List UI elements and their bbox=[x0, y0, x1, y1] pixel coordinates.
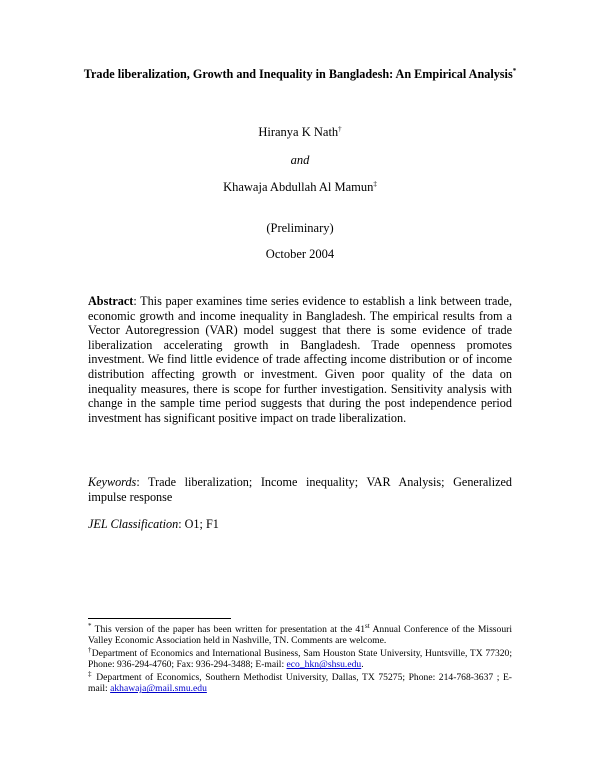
paper-title-text: Trade liberalization, Growth and Inequality in Bangladesh: An Empirical Analysis bbox=[83, 67, 513, 81]
footnote-2-end: . bbox=[361, 659, 364, 671]
date-label: October 2004 bbox=[265, 247, 335, 261]
footnote-2 bbox=[88, 645, 513, 671]
footnote-1-mark: * bbox=[88, 621, 92, 630]
keywords-label: Keywords bbox=[88, 475, 137, 489]
author-1-footnote-mark[interactable]: † bbox=[338, 124, 342, 133]
footnote-2-text: Department of Economics and International Business, Sam Houston State University, Huntsville, TX 77320; Phone: 936-294-4760; Fax: 936-294-3488; E-mail: bbox=[88, 648, 513, 671]
author-1 bbox=[0, 125, 600, 140]
footnote-3 bbox=[88, 669, 513, 695]
abstract-label: Abstract bbox=[88, 294, 134, 308]
status-label: (Preliminary) bbox=[266, 221, 334, 235]
jel-label: JEL Classification bbox=[88, 517, 179, 531]
and-connector: and bbox=[290, 153, 310, 167]
abstract bbox=[88, 294, 512, 425]
footnote-1-text-a: This version of the paper has been written for presentation at the 41 bbox=[91, 624, 366, 635]
author-2-footnote-mark[interactable]: ‡ bbox=[373, 179, 377, 188]
footnote-1-ordinal: st bbox=[365, 621, 370, 630]
footnote-1 bbox=[88, 621, 512, 647]
footnote-3-text: Department of Economics, Southern Methodist University, Dallas, TX 75275; Phone: 214-768-3637 ; E-mail: bbox=[88, 672, 513, 695]
footnote-2-mark: † bbox=[88, 645, 92, 654]
footnote-3-email-link[interactable]: akhawaja@mail.smu.edu bbox=[110, 683, 207, 695]
paper-title bbox=[0, 67, 600, 82]
keywords bbox=[88, 475, 512, 504]
abstract-text: : This paper examines time series evidence to establish a link between trade, economic growth and income inequality in Bangladesh. The empirical results from a Vector Autoregression (VAR) model suggest that there is some evidence of trade liberalization accelerating growth in Bangladesh. Trade openness promotes investment. We find little evidence of trade affecting income distribution or of income distribution affecting growth or investment. Given poor quality of the data on inequality measures, there is scope for further investigation. Sensitivity analysis with change in the sample time period suggests that during the post independence period investment has significant positive impact on trade liberalization. bbox=[88, 294, 512, 425]
keywords-text: : Trade liberalization; Income inequality; VAR Analysis; Generalized impulse response bbox=[88, 475, 512, 504]
footnote-divider bbox=[88, 618, 231, 619]
author-2-name: Khawaja Abdullah Al Mamun bbox=[223, 180, 374, 194]
footnote-1-text-b: Annual Conference of the Missouri Valley Economic Association held in Nashville, TN. Comments are welcome. bbox=[88, 624, 512, 647]
footnote-2-email-link[interactable]: eco_hkn@shsu.edu bbox=[286, 659, 362, 671]
author-2 bbox=[0, 180, 600, 195]
author-1-name: Hiranya K Nath bbox=[258, 125, 339, 139]
title-footnote-mark[interactable]: * bbox=[512, 66, 517, 75]
footnote-3-mark: ‡ bbox=[88, 669, 93, 678]
jel-text: : O1; F1 bbox=[178, 517, 219, 531]
jel-classification bbox=[88, 517, 512, 532]
